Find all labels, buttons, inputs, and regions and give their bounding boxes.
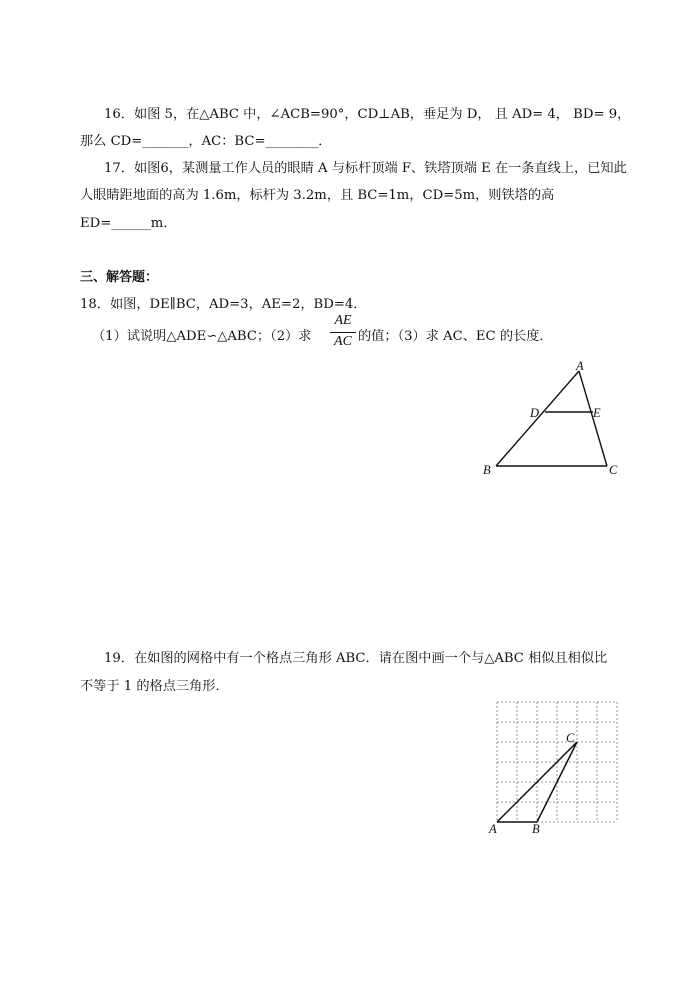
q17-line-2: 人眼睛距地面的高为 1.6m，标杆为 3.2m，且 BC=1m，CD=5m，则铁塔的高 (80, 188, 555, 203)
q17-line-3: ED=______m． (80, 216, 177, 231)
q16-line-2: 那么 CD=_______，AC：BC=________． (80, 134, 332, 149)
grid-figure (484, 700, 624, 838)
q18-part-2: 的值；（3）求 AC、EC 的长度． (358, 329, 553, 344)
label-b: B (483, 463, 491, 477)
q19-line-2: 不等于 1 的格点三角形． (80, 679, 229, 694)
label-b: B (532, 822, 540, 836)
q18-line-1: 18．如图，DE∥BC，AD=3，AE=2，BD=4． (80, 297, 367, 312)
fraction-numerator: AE (334, 313, 352, 328)
q17-line-1: 17．如图6，某测量工作人员的眼睛 A 与标杆顶端 F、铁塔顶端 E 在一条直线上，已知此 (104, 161, 627, 176)
label-d: D (530, 406, 540, 420)
label-c: C (566, 731, 575, 745)
fraction-bar (330, 332, 356, 333)
q18-part-1: （1）试说明△ADE∽△ABC；（2）求 (92, 329, 312, 344)
label-c: C (609, 463, 618, 477)
label-e: E (593, 406, 601, 420)
q16-line-1: 16．如图 5，在△ABC 中，∠ACB=90°，CD⊥AB，垂足为 D， 且 AD= 4， BD= 9， (104, 107, 631, 122)
triangle-figure (476, 358, 626, 483)
label-a: A (576, 359, 584, 373)
fraction-denominator: AC (334, 334, 352, 349)
q19-line-1: 19．在如图的网格中有一个格点三角形 ABC．请在图中画一个与△ABC 相似且相似比 (104, 651, 608, 666)
label-a: A (489, 822, 497, 836)
section-title: 三、解答题： (80, 270, 159, 285)
